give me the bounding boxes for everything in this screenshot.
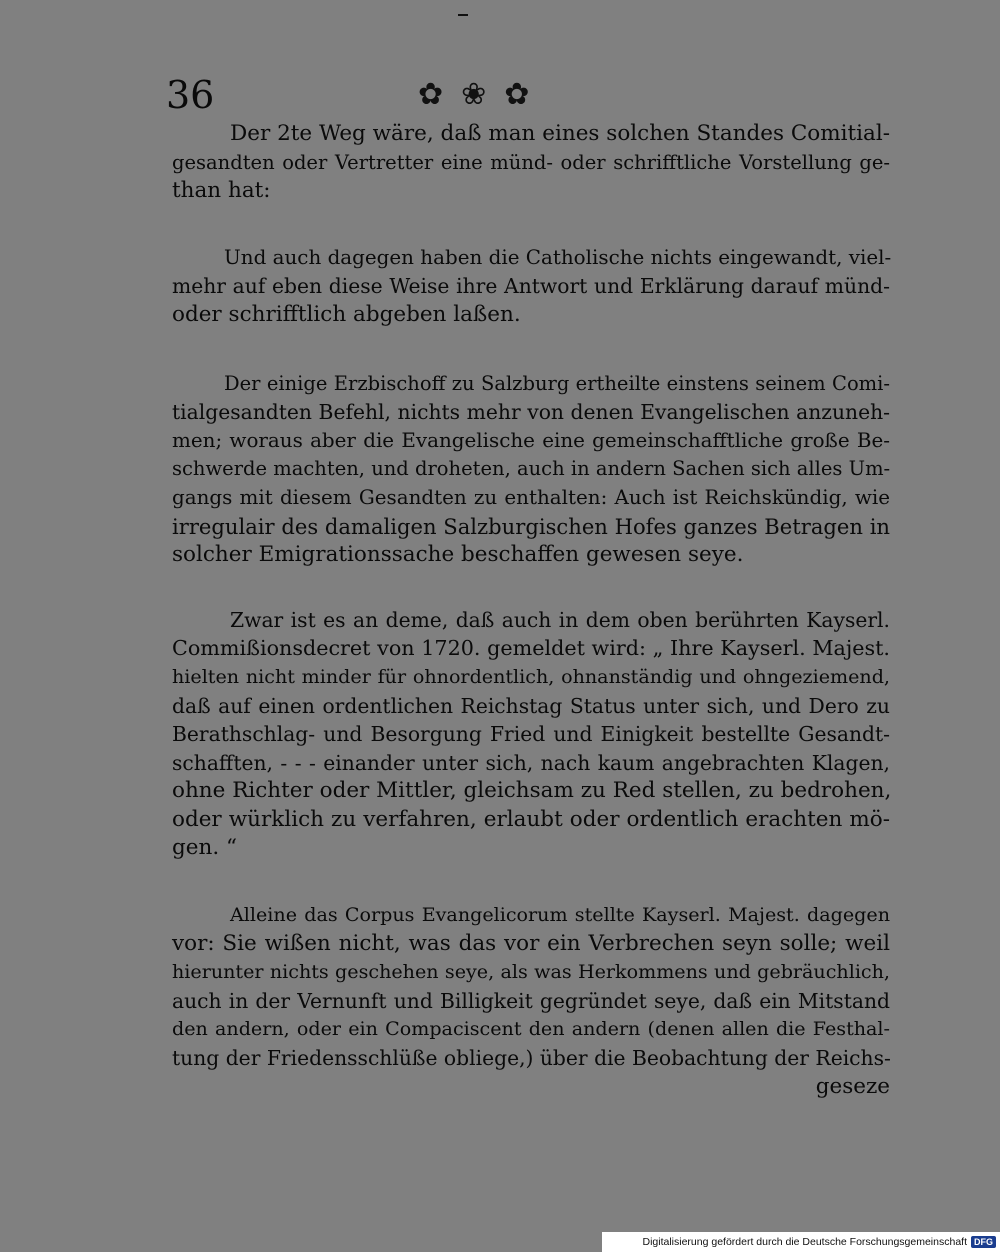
text-line: than hat: [172, 178, 271, 204]
text-line: irregulair des damaligen Salzburgischen Hofes ganzes Betragen in [172, 513, 891, 539]
text-line: Zwar ist es an deme, daß auch in dem oben berührten Kayserl. [230, 607, 890, 632]
text-line: Alleine das Corpus Evangelicorum stellte Kayserl. Majest. dagegen [230, 903, 890, 927]
text-line: vor: Sie wißen nicht, was das vor ein Verbrechen seyn solle; weil [172, 930, 890, 956]
dfg-logo-icon: DFG [971, 1236, 996, 1248]
text-line: oder schrifftlich abgeben laßen. [172, 301, 521, 327]
text-line: men; woraus aber die Evangelische eine gemeinschafftliche große Be- [172, 428, 890, 452]
text-line: Und auch dagegen haben die Catholische nichts eingewandt, viel- [224, 245, 892, 269]
text-line: solcher Emigrationssache beschaffen gewesen seye. [172, 542, 744, 568]
body-text [172, 120, 890, 1101]
catchword: geseze [815, 1073, 890, 1099]
text-line: daß auf einen ordentlichen Reichstag Status unter sich, und Dero zu [172, 693, 890, 718]
page-number: 36 [166, 73, 215, 117]
text-line: gesandten oder Vertretter eine münd- oder schrifftliche Vorstellung ge- [172, 150, 890, 174]
text-line: auch in der Vernunft und Billigkeit gegründet seye, daß ein Mitstand [172, 988, 890, 1013]
text-line: den andern, oder ein Compaciscent den andern (denen allen die Festhal- [172, 1017, 890, 1041]
paragraph [172, 606, 890, 863]
text-line: schafften, - - - einander unter sich, nach kaum angebrachten Klagen, [172, 750, 890, 775]
floral-ornament-icon: ❀ [461, 76, 487, 112]
text-line: hielten nicht minder für ohnordentlich, ohnanständig und ohngeziemend, [172, 664, 890, 688]
text-line: gangs mit diesem Gesandten zu enthalten: Auch ist Reichskündig, wie [172, 485, 890, 509]
text-line: schwerde machten, und droheten, auch in andern Sachen sich alles Um- [172, 457, 891, 481]
header-ornament [418, 74, 628, 114]
text-line: Der einige Erzbischoff zu Salzburg ertheilte einstens seinem Comi- [224, 371, 890, 395]
text-line: Der 2te Weg wäre, daß man eines solchen Standes Comitial- [230, 121, 890, 146]
paragraph [172, 244, 890, 330]
text-line: gen. “ [172, 835, 237, 861]
paragraph [172, 370, 890, 570]
footer-bar [602, 1232, 1000, 1252]
floral-ornament-icon: ✿ [418, 76, 444, 112]
funding-notice: Digitalisierung gefördert durch die Deutsche Forschungsgemeinschaft [642, 1236, 967, 1248]
text-line: ohne Richter oder Mittler, gleichsam zu Red stellen, zu bedrohen, [172, 778, 892, 804]
text-line: Berathschlag- und Besorgung Fried und Einigkeit bestellte Gesandt- [172, 722, 890, 747]
text-line: tialgesandten Befehl, nichts mehr von denen Evangelischen anzuneh- [172, 400, 890, 425]
paragraph [172, 901, 890, 1073]
text-line: Commißionsdecret von 1720. gemeldet wird: „ Ihre Kayserl. Majest. [172, 636, 890, 661]
text-line: tung der Friedensschlüße obliege,) über die Beobachtung der Reichs- [172, 1046, 891, 1071]
paragraph [172, 120, 890, 206]
text-line: mehr auf eben diese Weise ihre Antwort und Erklärung darauf münd- [172, 274, 890, 299]
floral-ornament-icon: ✿ [504, 76, 530, 112]
text-line: hierunter nichts geschehen seye, als was Herkommens und gebräuchlich, [172, 960, 890, 984]
top-mark [458, 14, 468, 16]
text-line: oder würklich zu verfahren, erlaubt oder ordentlich erachten mö- [172, 806, 890, 832]
